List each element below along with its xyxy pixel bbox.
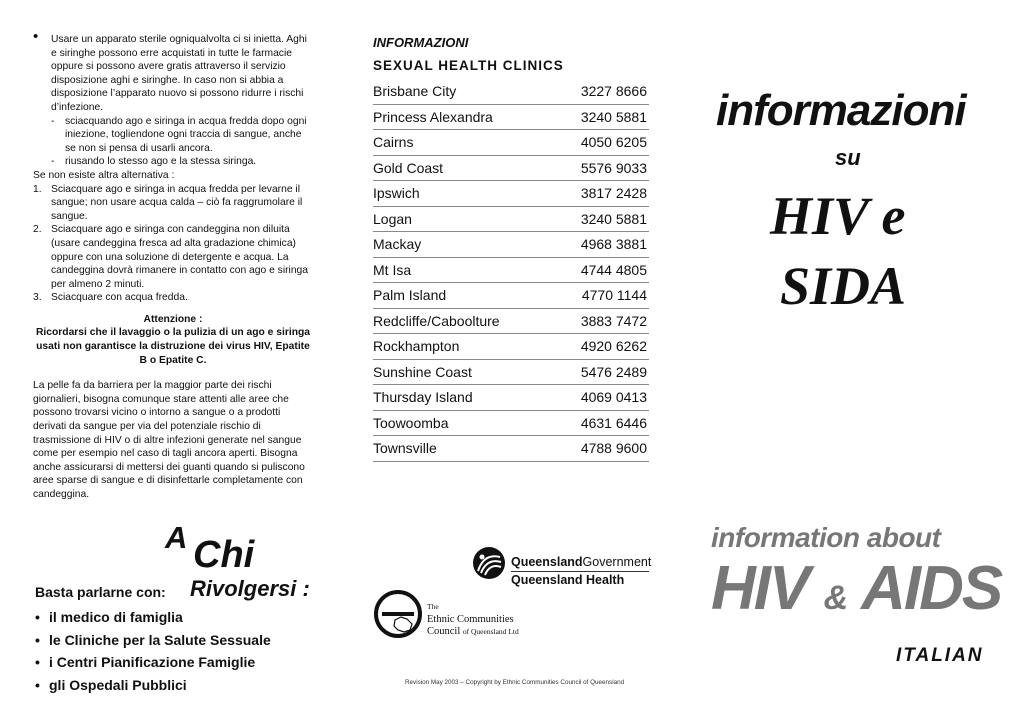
clinic-phone: 4744 4805: [552, 257, 649, 283]
bullet-icon: •: [35, 609, 40, 625]
rinse-subpoint: - sciacquando ago e siringa in acqua fredda dopo ogni iniezione, togliendone ogni traccia di sangue, anche se non si pensa di usarli ancora.: [51, 115, 307, 154]
step-1: 1. Sciacquare ago e siringa in acqua fredda per levarne il sangue; non usare acqua calda – ciò fa raggrumolare il sangue.: [33, 183, 303, 222]
table-row: [373, 181, 649, 207]
cover-title-sida: SIDA: [780, 256, 907, 316]
attention-body: Ricordarsi che il lavaggio o la pulizia di un ago e siringa usati non garantisce la distruzione dei virus HIV, Epatite B o Epatite C.: [35, 327, 311, 366]
clinic-phone: 4920 6262: [552, 334, 649, 360]
sterile-equipment-bullet: • Usare un apparato sterile ogniqualvolta ci si inietta. Aghi e siringhe possono erre acquistati in tutte le farmacie oppure si possono avere gratis attraverso il servizio disposizione aghi e siringhe. In caso non si abbia a disposizione l’apparato nuovo si possono ridurre i rischi d’infezione.: [33, 28, 307, 113]
table-row: [373, 257, 649, 283]
cover-english-title: HIV & AIDS: [711, 554, 1002, 623]
table-row: [373, 283, 649, 309]
bullet-icon: •: [35, 654, 40, 671]
attention-title: Attenzione :: [143, 313, 203, 325]
clinics-table: [373, 79, 649, 462]
table-row: [373, 206, 649, 232]
clinic-name: Toowoomba: [373, 410, 552, 436]
list-item: • i Centri Pianificazione Famiglie: [35, 651, 271, 674]
table-row: [373, 436, 649, 462]
clinic-phone: 3883 7472: [552, 308, 649, 334]
clinics-heading: SEXUAL HEALTH CLINICS: [373, 58, 564, 73]
table-row: [373, 79, 649, 104]
table-row: [373, 410, 649, 436]
clinic-phone: 4050 6205: [552, 130, 649, 156]
clinic-name: Princess Alexandra: [373, 104, 552, 130]
list-item: • le Cliniche per la Salute Sessuale: [35, 629, 271, 652]
table-row: [373, 232, 649, 258]
qld-health-wordmark: Queensland Health: [511, 573, 625, 587]
clinic-phone: 4770 1144: [552, 283, 649, 309]
clinic-phone: 3240 5881: [552, 104, 649, 130]
clinic-phone: 3817 2428: [552, 181, 649, 207]
table-row: [373, 130, 649, 156]
cover-title-hiv-e: HIV e: [770, 186, 906, 246]
clinic-name: Brisbane City: [373, 79, 552, 104]
ecc-e-australia-icon: [373, 588, 423, 640]
clinic-name: Palm Island: [373, 283, 552, 309]
clinic-name: Gold Coast: [373, 155, 552, 181]
list-item: • gli Ospedali Pubblici: [35, 674, 271, 697]
clinic-name: Redcliffe/Caboolture: [373, 308, 552, 334]
who-title-chi: Chi: [193, 534, 255, 576]
clinic-name: Mackay: [373, 232, 552, 258]
clinic-phone: 3227 8666: [552, 79, 649, 104]
clinic-phone: 4788 9600: [552, 436, 649, 462]
table-row: [373, 385, 649, 411]
bullet-icon: •: [35, 631, 40, 648]
step-3: 3. Sciacquare con acqua fredda.: [33, 292, 188, 304]
who-intro: Basta parlarne con:: [35, 584, 166, 600]
clinic-phone: 5476 2489: [552, 359, 649, 385]
clinic-name: Rockhampton: [373, 334, 552, 360]
attention-box: [33, 313, 313, 367]
clinic-phone: 4069 0413: [552, 385, 649, 411]
bullet-icon: •: [33, 28, 39, 45]
ecc-wordmark: The Ethnic Communities Council of Queensland Ltd: [427, 602, 519, 637]
qld-government-wordmark: QueenslandGovernment: [511, 555, 652, 569]
revision-note: Revision May 2003 – Copyright by Ethnic Communities Council of Queensland: [405, 679, 625, 686]
clinic-name: Logan: [373, 206, 552, 232]
table-row: [373, 334, 649, 360]
cover-title-informazioni: informazioni: [716, 86, 966, 135]
clinic-phone: 3240 5881: [552, 206, 649, 232]
who-list: [35, 606, 271, 696]
instructions-column: [33, 28, 313, 502]
reuse-subpoint: - riusando lo stesso ago e la stessa siringa.: [51, 156, 257, 168]
info-heading: INFORMAZIONI: [373, 35, 469, 50]
list-item: • il medico di famiglia: [35, 606, 271, 629]
clinic-name: Mt Isa: [373, 257, 552, 283]
queensland-government-crest-icon: [470, 545, 508, 581]
clinic-name: Cairns: [373, 130, 552, 156]
who-title-a: A: [165, 520, 188, 555]
clinic-name: Townsville: [373, 436, 552, 462]
language-label: ITALIAN: [896, 645, 984, 666]
table-row: [373, 104, 649, 130]
who-title-rivolgersi: Rivolgersi :: [190, 576, 310, 601]
clinic-phone: 5576 9033: [552, 155, 649, 181]
clinic-phone: 4631 6446: [552, 410, 649, 436]
table-row: [373, 155, 649, 181]
cover-english-subtitle: information about: [711, 522, 941, 553]
clinic-name: Thursday Island: [373, 385, 552, 411]
clinic-phone: 4968 3881: [552, 232, 649, 258]
step-2: 2. Sciacquare ago e siringa con candeggina non diluita (usare candeggina fresca ad alta gradazione chimica) oppure con una soluzione di detergente e acqua. La candeggina dovrà rimanere in contatto con ago e siringa per almeno 2 minuti.: [33, 224, 309, 290]
skin-paragraph: La pelle fa da barriera per la maggior parte dei rischi giornalieri, bisogna comunque stare attenti alle aree che possono trovarsi vicino o intorno a sangue o a prodotti derivati da sangue per via del potenziale rischio di trasmissione di HIV o di altre infezioni generate nel sangue come per esempio nel caso di tagli ancora aperti. Bisogna anche assicurarsi di mettersi dei guanti quando si puliscono aree sparse di sangue e di disinfettarle completamente con candeggina.: [33, 380, 305, 500]
logo-divider: [511, 571, 649, 572]
alternative-intro: Se non esiste altra alternativa :: [33, 169, 175, 181]
clinic-name: Ipswich: [373, 181, 552, 207]
table-row: [373, 308, 649, 334]
bullet-icon: •: [35, 676, 40, 693]
clinic-name: Sunshine Coast: [373, 359, 552, 385]
table-row: [373, 359, 649, 385]
cover-title-su: su: [835, 145, 861, 170]
